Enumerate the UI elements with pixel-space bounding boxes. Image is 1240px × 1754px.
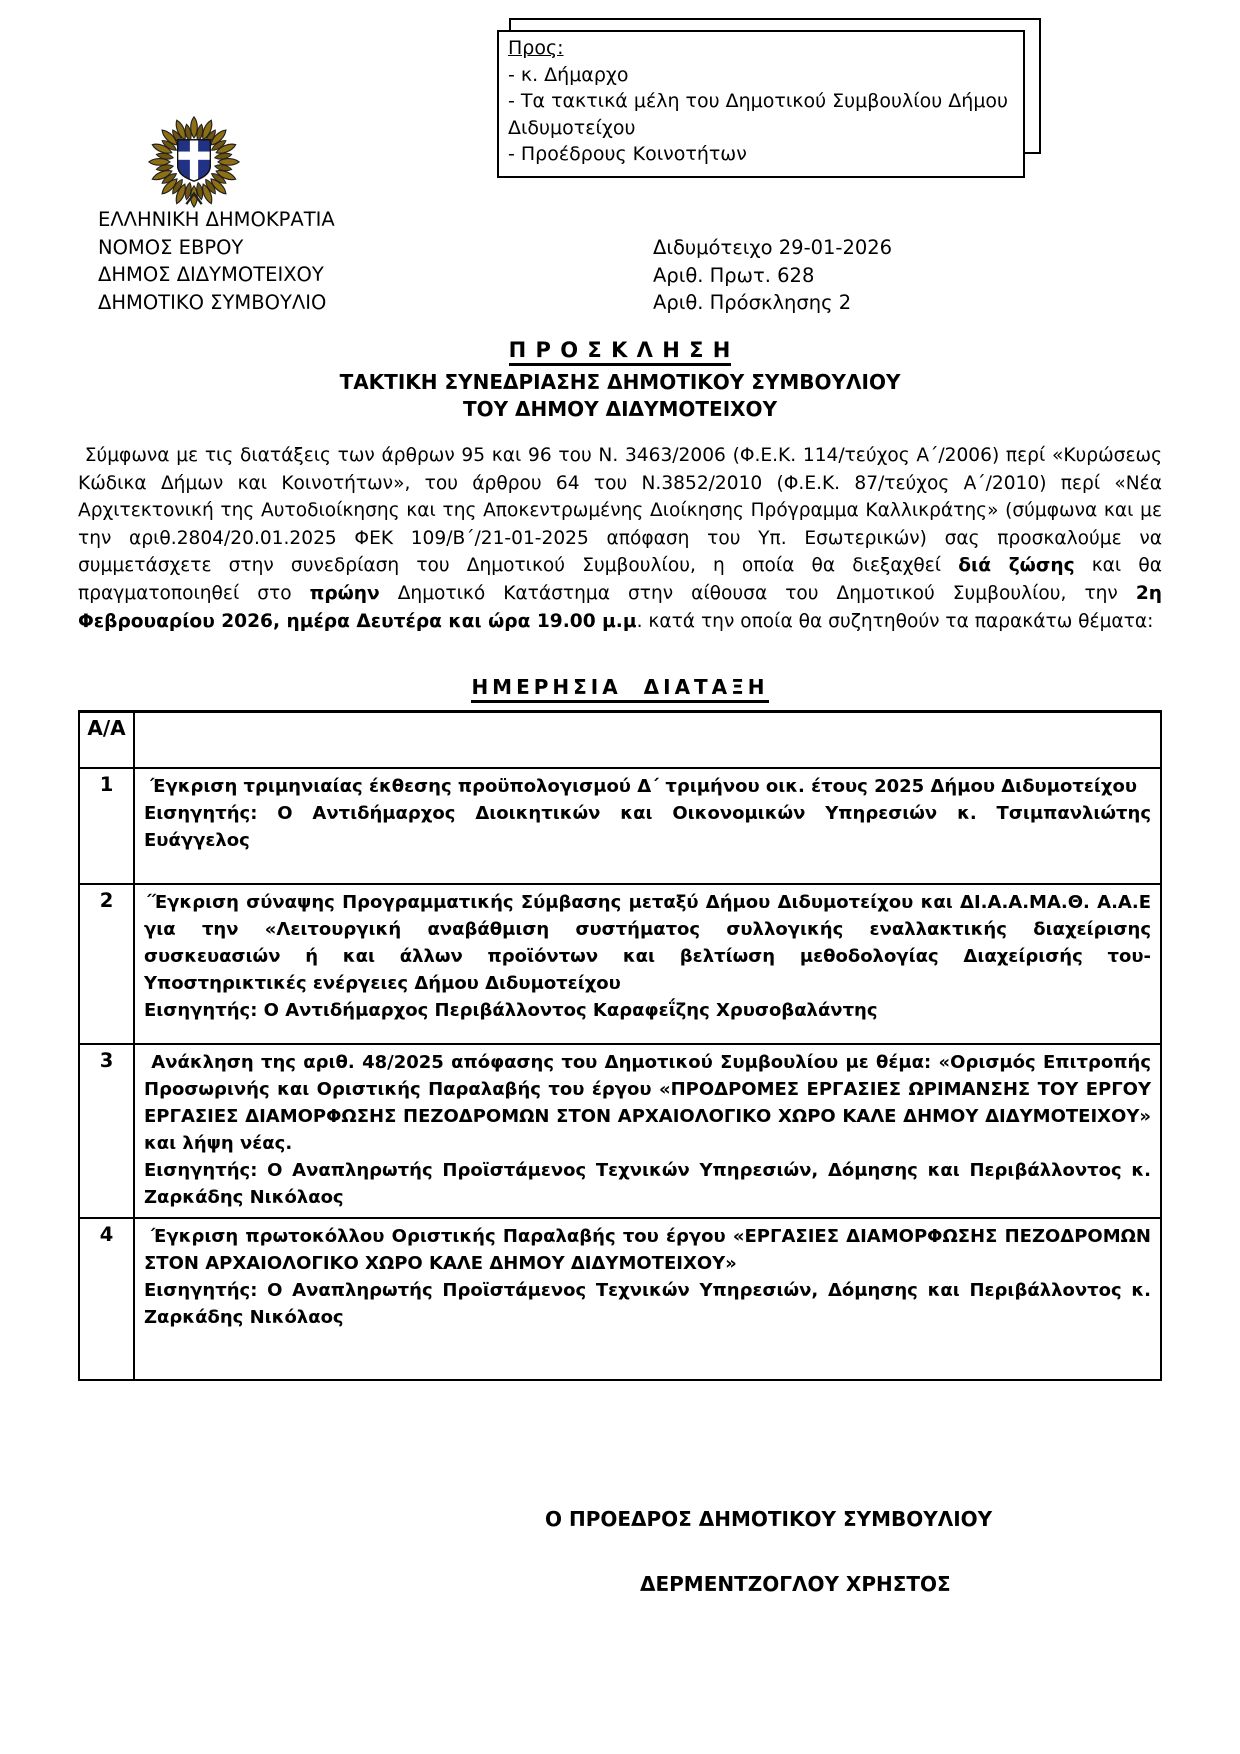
recipient-box-frame (497, 30, 1025, 178)
row-number: 4 (79, 1218, 134, 1380)
agenda-heading-wrap (78, 675, 1162, 703)
row-rapporteur: Εισηγητής: Ο Αντιδήμαρχος Περιβάλλοντος Καραφεΐζης Χρυσοβαλάντης (144, 999, 878, 1021)
letterhead (98, 206, 335, 316)
invitation-subtitle-session: ΤΑΚΤΙΚΗ ΣΥΝΕΔΡΙΑΣΗΣ ΔΗΜΟΤΙΚΟΥ ΣΥΜΒΟΥΛΙΟΥ (339, 370, 901, 394)
row-title: Ανάκληση της αριθ. 48/2025 απόφασης του Δημοτικού Συμβουλίου με θέμα: «Ορισμός Επιτροπής Προσωρινής και Οριστικής Παραλαβής του έργου «ΠΡΟΔΡΟΜΕΣ ΕΡΓΑΣΙΕΣ ΩΡΙΜΑΝΣΗΣ ΤΟΥ ΕΡΓΟΥ ΕΡΓΑΣΙΕΣ ΔΙΑΜΟΡΦΩΣΗΣ ΠΕΖΟΔΡΟΜΩΝ ΣΤΟΝ ΑΡΧΑΙΟΛΟΓΙΚΟ ΧΩΡΟ ΚΑΛΕ ΔΗΜΟΥ ΔΙΔΥΜΟΤΕΙΧΟΥ» και λήψη νέας. (144, 1051, 1151, 1154)
agenda-row (79, 1218, 1161, 1380)
row-title: Έγκριση τριμηνιαίας έκθεσης προϋπολογισμού Δ΄ τριμήνου οικ. έτους 2025 Δήμου Διδυμοτείχου (144, 775, 1137, 797)
row-number: 1 (79, 768, 134, 884)
agenda-header-cell-number: Α/Α (79, 712, 134, 768)
recipient-box (497, 18, 1042, 170)
ref-protocol-number: Αριθ. Πρωτ. 628 (653, 263, 815, 287)
row-number: 2 (79, 884, 134, 1044)
agenda-row (79, 884, 1161, 1044)
agenda-row (79, 1044, 1161, 1218)
recipient-item: - Τα τακτικά μέλη του Δημοτικού Συμβουλίου Δήμου Διδυμοτείχου (508, 90, 1009, 139)
agenda-table (78, 710, 1162, 1381)
invitation-subtitle-municipality: ΤΟΥ ΔΗΜΟΥ ΔΙΔΥΜΟΤΕΙΧΟΥ (462, 397, 778, 421)
agenda-heading: ΗΜΕΡΗΣΙΑ ΔΙΑΤΑΞΗ (471, 675, 768, 703)
row-rapporteur: Εισηγητής: Ο Αντιδήμαρχος Διοικητικών και Οικονομικών Υπηρεσιών κ. Τσιμπανλιώτης Ευάγγελος (144, 802, 1151, 851)
ref-invitation-number: Αριθ. Πρόσκλησης 2 (653, 291, 852, 314)
reference-block (653, 234, 892, 317)
letterhead-line-prefecture: ΝΟΜΟΣ ΕΒΡΟΥ (98, 235, 244, 259)
ref-place-date: Διδυμότειχο 29-01-2026 (653, 236, 893, 259)
agenda-header-row (79, 712, 1161, 768)
signature-role: Ο ΠΡΟΕΔΡΟΣ ΔΗΜΟΤΙΚΟΥ ΣΥΜΒΟΥΛΙΟΥ (545, 1506, 993, 1531)
recipient-heading: Προς: (508, 37, 564, 59)
row-rapporteur: Εισηγητής: Ο Αναπληρωτής Προϊστάμενος Τεχνικών Υπηρεσιών, Δόμησης και Περιβάλλοντος κ. Ζαρκάδης Νικόλαος (144, 1279, 1151, 1328)
document-header (78, 0, 1162, 336)
greek-republic-emblem-icon (146, 112, 242, 212)
letterhead-line-council: ΔΗΜΟΤΙΚΟ ΣΥΜΒΟΥΛΙΟ (98, 290, 327, 314)
row-content (134, 1044, 1161, 1218)
title-block (78, 338, 1162, 423)
row-title: ΄Έγκριση σύναψης Προγραμματικής Σύμβασης μεταξύ Δήμου Διδυμοτείχου και ΔΙ.Α.Α.ΜΑ.Θ. Α.Α.Ε για την «Λειτουργική αναβάθμιση συστήματος συλλογικής εναλλακτικής διαχείρισης συσκευασιών ή και άλλων προϊόντων και βελτίωση μεθοδολογίας Διαχείρισής του- Υποστηρικτικές ενέργειες Δήμου Διδυμοτείχου (144, 891, 1151, 994)
row-title: Έγκριση πρωτοκόλλου Οριστικής Παραλαβής του έργου «ΕΡΓΑΣΙΕΣ ΔΙΑΜΟΡΦΩΣΗΣ ΠΕΖΟΔΡΟΜΩΝ ΣΤΟΝ ΑΡΧΑΙΟΛΟΓΙΚΟ ΧΩΡΟ ΚΑΛΕ ΔΗΜΟΥ ΔΙΔΥΜΟΤΕΙΧΟΥ» (144, 1225, 1151, 1274)
row-content (134, 768, 1161, 884)
intro-paragraph: Σύμφωνα με τις διατάξεις των άρθρων 95 και 96 του Ν. 3463/2006 (Φ.Ε.Κ. 114/τεύχος Α΄/2006) περί «Κυρώσεως Κώδικα Δήμων και Κοινοτήτων», του άρθρου 64 του Ν.3852/2010 (Φ.Ε.Κ. 87/τεύχος Α΄/2010) περί «Νέα Αρχιτεκτονική της Αυτοδιοίκησης και της Αποκεντρωμένης Διοίκησης Πρόγραμμα Καλλικράτης» (σύμφωνα και με την αριθ.2804/20.01.2025 ΦΕΚ 109/Β΄/21-01-2025 απόφαση του Υπ. Εσωτερικών) σας προσκαλούμε να συμμετάσχετε στην συνεδρίαση του Δημοτικού Συμβουλίου, η οποία θα διεξαχθεί διά ζώσης και θα πραγματοποιηθεί στο πρώην Δημοτικό Κατάστημα στην αίθουσα του Δημοτικού Συμβουλίου, την 2η Φεβρουαρίου 2026, ημέρα Δευτέρα και ώρα 19.00 μ.μ. κατά την οποία θα συζητηθούν τα παρακάτω θέματα: (78, 445, 1162, 632)
agenda-header-cell-topic (134, 712, 1161, 768)
row-rapporteur: Εισηγητής: Ο Αναπληρωτής Προϊστάμενος Τεχνικών Υπηρεσιών, Δόμησης και Περιβάλλοντος κ. Ζαρκάδης Νικόλαος (144, 1159, 1151, 1208)
letterhead-line-republic: ΕΛΛΗΝΙΚΗ ΔΗΜΟΚΡΑΤΙΑ (98, 208, 335, 231)
row-number: 3 (79, 1044, 134, 1218)
recipient-item: - κ. Δήμαρχο (508, 63, 629, 86)
signature-name: ΔΕΡΜΕΝΤΖΟΓΛΟΥ ΧΡΗΣΤΟΣ (640, 1571, 951, 1596)
row-content (134, 1218, 1161, 1380)
invitation-title: Π Ρ Ο Σ Κ Λ Η Σ Η (509, 338, 732, 366)
recipient-item: - Προέδρους Κοινοτήτων (508, 143, 747, 165)
row-content (134, 884, 1161, 1044)
agenda-row (79, 768, 1161, 884)
letterhead-line-municipality: ΔΗΜΟΣ ΔΙΔΥΜΟΤΕΙΧΟΥ (98, 263, 324, 286)
